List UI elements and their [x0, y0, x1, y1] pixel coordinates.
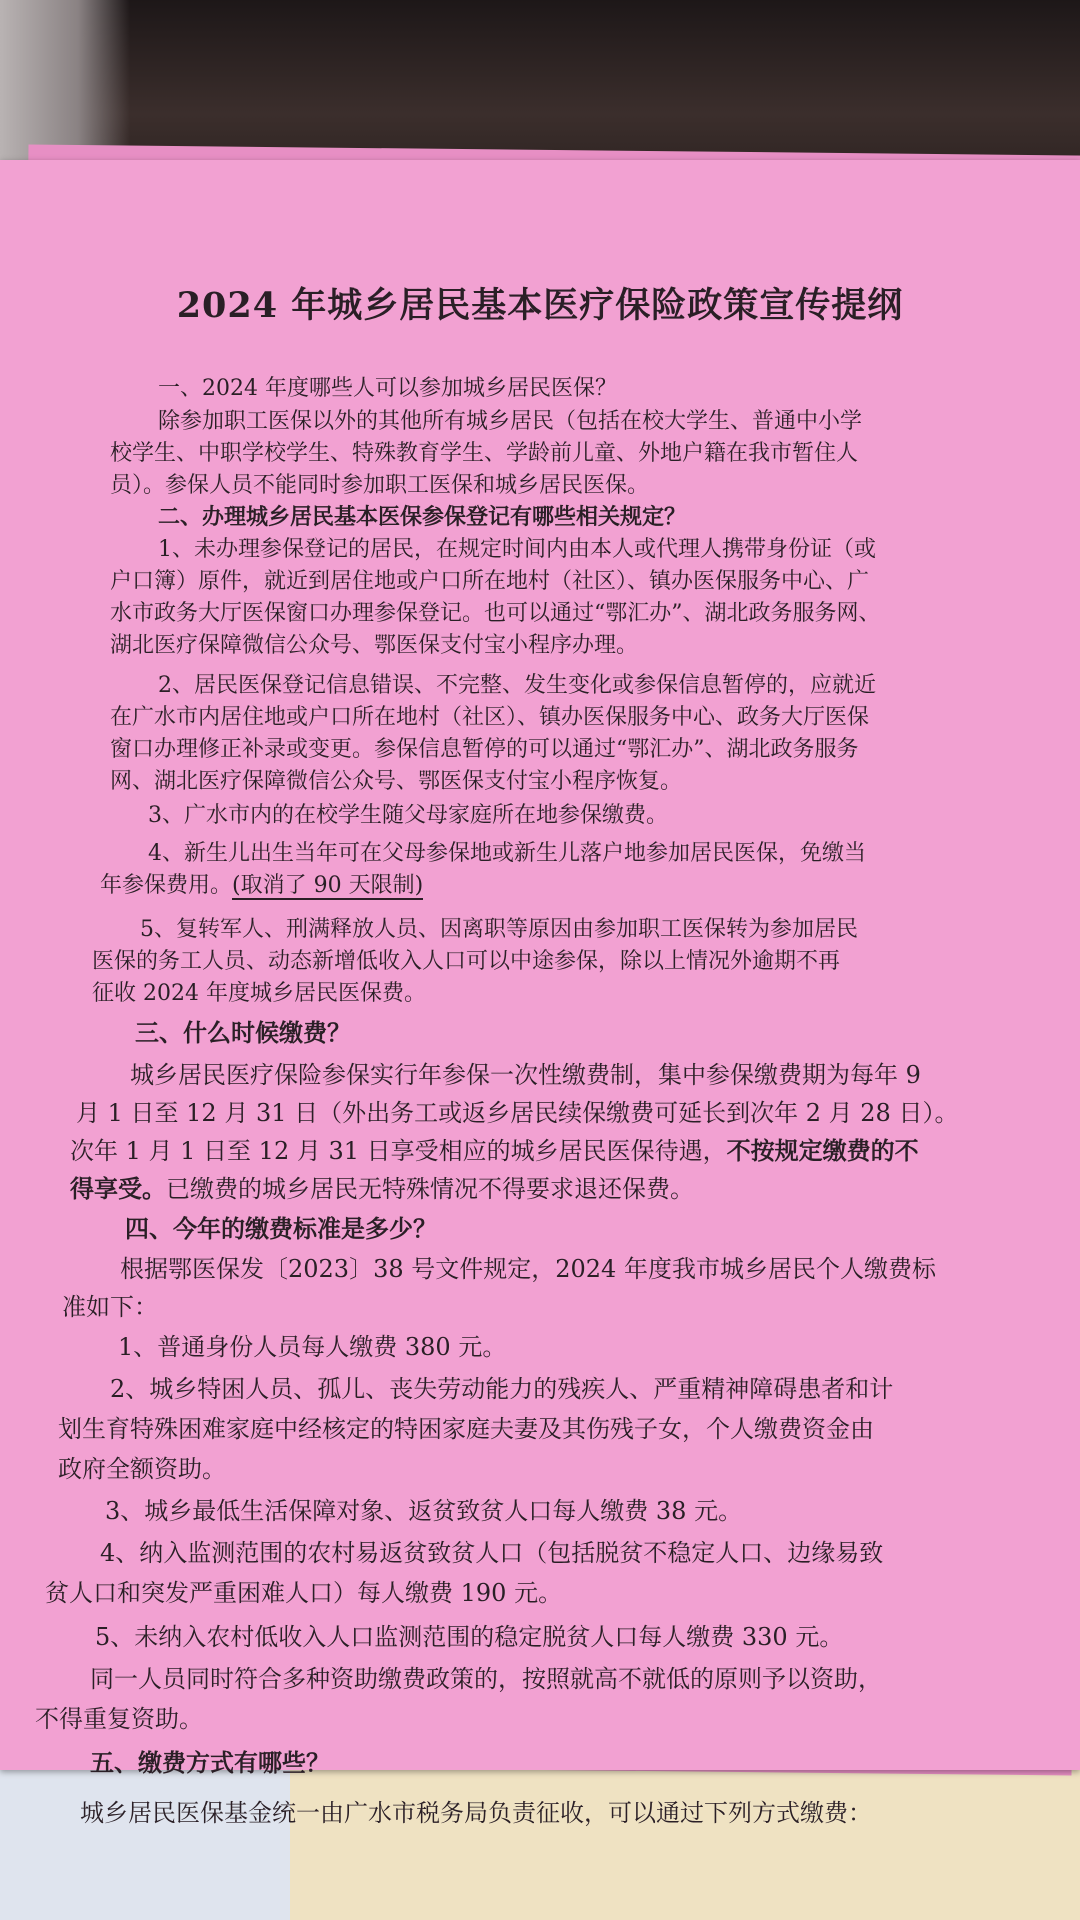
section-2-item-3: 3、广水市内的在校学生随父母家庭所在地参保缴费。	[148, 803, 668, 828]
section-4-item-1: 1、普通身份人员每人缴费 380 元。	[118, 1333, 507, 1361]
section-2-item-1: 湖北医疗保障微信公众号、鄂医保支付宝小程序办理。	[110, 633, 639, 658]
section-2-item-2: 2、居民医保登记信息错误、不完整、发生变化或参保信息暂停的，应就近	[158, 673, 876, 698]
section-5-line: 城乡居民医保基金统一由广水市税务局负责征收，可以通过下列方式缴费：	[80, 1799, 872, 1827]
section-3-text: 已缴费的城乡居民无特殊情况不得要求退还保费。	[166, 1175, 694, 1203]
section-4-heading: 四、今年的缴费标准是多少？	[125, 1214, 437, 1243]
section-4-item-5: 5、未纳入农村低收入人口监测范围的稳定脱贫人口每人缴费 330 元。	[95, 1623, 844, 1651]
section-4-note: 不得重复资助。	[35, 1705, 203, 1733]
section-2-item-1: 户口簿）原件，就近到居住地或户口所在地村（社区）、镇办医保服务中心、广	[110, 569, 870, 594]
section-4-item-2: 划生育特殊困难家庭中经核定的特困家庭夫妻及其伤残子女，个人缴费资金由	[58, 1415, 874, 1443]
pink-flyer	[0, 160, 1080, 1770]
section-3-line	[70, 1172, 694, 1206]
section-4-item-2: 2、城乡特困人员、孤儿、丧失劳动能力的残疾人、严重精神障碍患者和计	[110, 1375, 894, 1403]
section-3-text: 次年 1 月 1 日至 12 月 31 日享受相应的城乡居民医保待遇，	[70, 1137, 727, 1165]
section-2-item-2: 在广水市内居住地或户口所在地村（社区）、镇办医保服务中心、政务大厅医保	[110, 705, 870, 730]
section-3-bold-text: 不按规定缴费的不	[726, 1136, 919, 1165]
section-1-heading: 一、2024 年度哪些人可以参加城乡居民医保？	[158, 376, 617, 401]
section-4-line: 根据鄂医保发〔2023〕38 号文件规定，2024 年度我市城乡居民个人缴费标	[120, 1255, 936, 1283]
document-title: 2024 年城乡居民基本医疗保险政策宣传提纲	[176, 285, 904, 326]
section-4-item-3: 3、城乡最低生活保障对象、返贫致贫人口每人缴费 38 元。	[105, 1497, 743, 1525]
section-2-item-4-line	[100, 870, 423, 901]
handwritten-note: (取消了 90 天限制)	[232, 873, 424, 898]
section-5-heading: 五、缴费方式有哪些？	[90, 1748, 330, 1777]
section-2-item-2: 网、湖北医疗保障微信公众号、鄂医保支付宝小程序恢复。	[110, 769, 683, 794]
section-2-item-5: 5、复转军人、刑满释放人员、因离职等原因由参加职工医保转为参加居民	[140, 917, 858, 942]
section-4-line: 准如下：	[62, 1293, 158, 1321]
section-2-item-5: 征收 2024 年度城乡居民医保费。	[92, 981, 426, 1006]
section-1-line: 员）。参保人员不能同时参加职工医保和城乡居民医保。	[110, 473, 650, 498]
section-3-line	[70, 1134, 919, 1168]
section-3-bold-text: 得享受。	[70, 1174, 166, 1203]
section-4-item-2: 政府全额资助。	[58, 1455, 226, 1483]
section-4-item-4: 4、纳入监测范围的农村易返贫致贫人口（包括脱贫不稳定人口、边缘易致	[100, 1539, 884, 1567]
flyer-bottom-strip	[0, 1730, 1080, 1770]
section-2-item-4-text: 年参保费用。	[100, 873, 233, 898]
background-blue-paper	[0, 1770, 300, 1920]
background-yellow-paper	[290, 1760, 1080, 1920]
section-2-item-1: 水市政务大厅医保窗口办理参保登记。也可以通过“鄂汇办”、湖北政务服务网、	[110, 601, 881, 626]
section-3-line: 月 1 日至 12 月 31 日（外出务工或返乡居民续保缴费可延长到次年 2 月 28 日）。	[76, 1099, 959, 1127]
flyer-content	[0, 160, 1080, 1770]
section-2-item-4: 4、新生儿出生当年可在父母参保地或新生儿落户地参加居民医保，免缴当	[148, 841, 866, 866]
section-1-line: 除参加职工医保以外的其他所有城乡居民（包括在校大学生、普通中小学	[158, 409, 863, 434]
section-3-line: 城乡居民医疗保险参保实行年参保一次性缴费制，集中参保缴费期为每年 9	[130, 1061, 921, 1089]
section-4-item-4: 贫人口和突发严重困难人口）每人缴费 190 元。	[45, 1579, 563, 1607]
section-4-note: 同一人员同时符合多种资助缴费政策的，按照就高不就低的原则予以资助，	[90, 1665, 882, 1693]
section-3-heading: 三、什么时候缴费？	[135, 1018, 351, 1047]
section-2-item-5: 医保的务工人员、动态新增低收入人口可以中途参保，除以上情况外逾期不再	[92, 949, 841, 974]
section-2-item-1: 1、未办理参保登记的居民，在规定时间内由本人或代理人携带身份证（或	[158, 537, 876, 562]
section-1-line: 校学生、中职学校学生、特殊教育学生、学龄前儿童、外地户籍在我市暂住人	[110, 441, 859, 466]
section-2-heading: 二、办理城乡居民基本医保参保登记有哪些相关规定？	[158, 504, 687, 530]
section-2-item-2: 窗口办理修正补录或变更。参保信息暂停的可以通过“鄂汇办”、湖北政务服务	[110, 737, 859, 762]
